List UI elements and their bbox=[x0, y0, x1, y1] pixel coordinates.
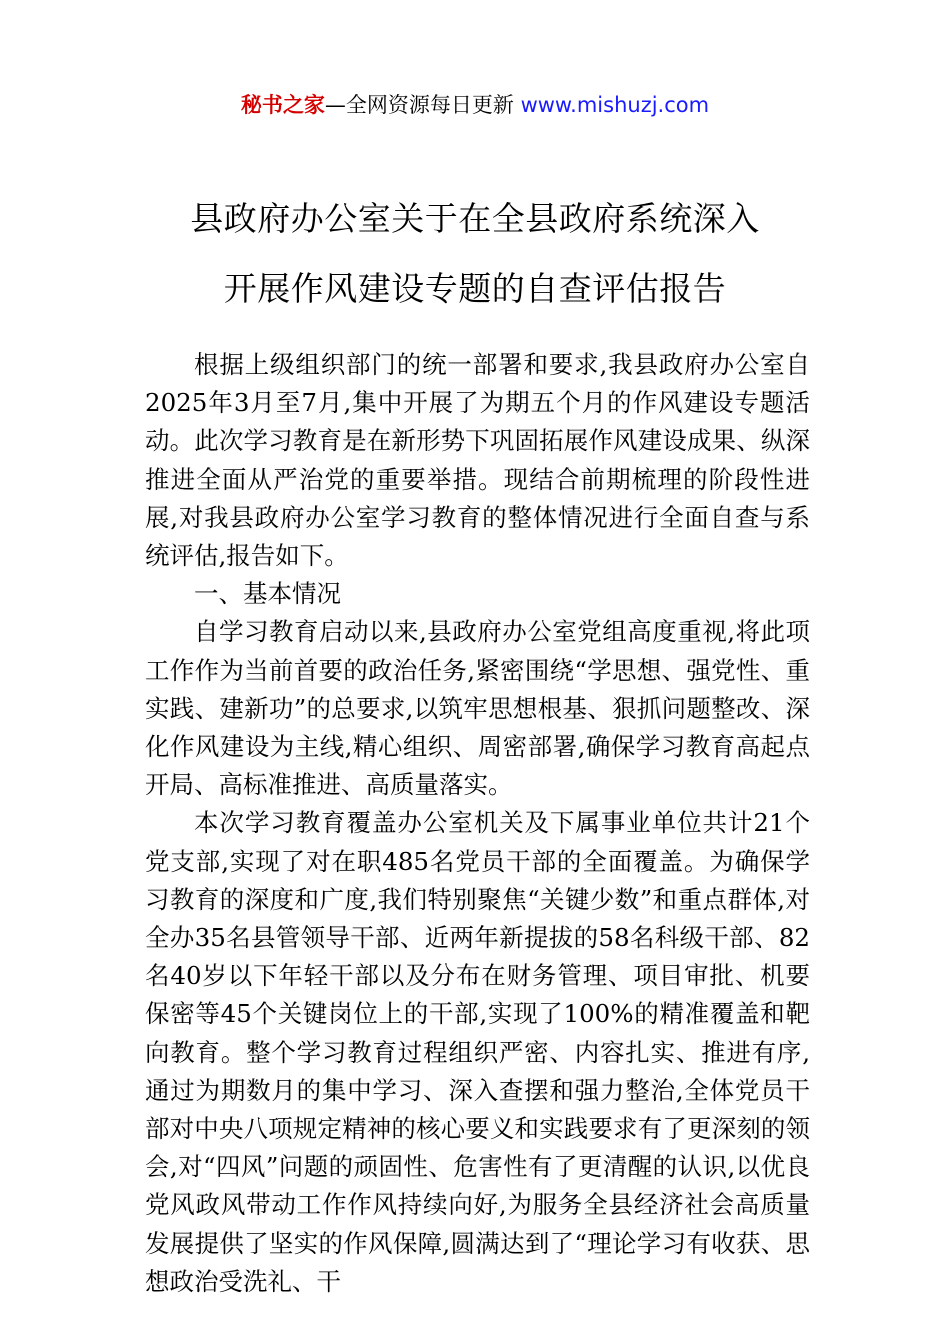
page-header bbox=[0, 88, 950, 122]
section-heading-basic-situation: 一、基本情况 bbox=[194, 579, 341, 609]
site-link[interactable]: www.mishuzj.com bbox=[520, 93, 710, 117]
paragraph-coverage: 本次学习教育覆盖办公室机关及下属事业单位共计21个党支部,实现了对在职485名党员干部的全面覆盖。为确保学习教育的深度和广度,我们特别聚焦“关键少数”和重点群体,对全办35名县管领导干部、近两年新提拔的58名科级干部、82名40岁以下年轻干部以及分布在财务管理、项目审批、机要保密等45个关键岗位上的干部,实现了100%的精准覆盖和靶向教育。整个学习教育过程组织严密、内容扎实、推进有序,通过为期数月的集中学习、深入查摆和强力整治,全体党员干部对中央八项规定精神的核心要义和实践要求有了更深刻的领会,对“四风”问题的顽固性、危害性有了更清醒的认识,以优良党风政风带动工作作风持续向好,为服务全县经济社会高质量发展提供了坚实的作风保障,圆满达到了“理论学习有收获、思想政治受洗礼、干 bbox=[145, 808, 810, 1296]
document-title bbox=[0, 184, 950, 324]
brand-name: 秘书之家 bbox=[240, 93, 325, 117]
document-title-line-2: 开展作风建设专题的自查评估报告 bbox=[223, 269, 727, 308]
paragraph-overview: 自学习教育启动以来,县政府办公室党组高度重视,将此项工作作为当前首要的政治任务,紧密围绕“学思想、强党性、重实践、建新功”的总要求,以筑牢思想根基、狠抓问题整改、深化作风建设为主线,精心组织、周密部署,确保学习教育高起点开局、高标准推进、高质量落实。 bbox=[145, 617, 810, 800]
header-tagline: —全网资源每日更新 bbox=[324, 93, 521, 117]
document-title-line-1: 县政府办公室关于在全县政府系统深入 bbox=[190, 199, 760, 238]
document-body bbox=[145, 346, 810, 1301]
paragraph-intro: 根据上级组织部门的统一部署和要求,我县政府办公室自2025年3月至7月,集中开展了为期五个月的作风建设专题活动。此次学习教育是在新形势下巩固拓展作风建设成果、纵深推进全面从严治党的重要举措。现结合前期梳理的阶段性进展,对我县政府办公室学习教育的整体情况进行全面自查与系统评估,报告如下。 bbox=[145, 350, 810, 571]
